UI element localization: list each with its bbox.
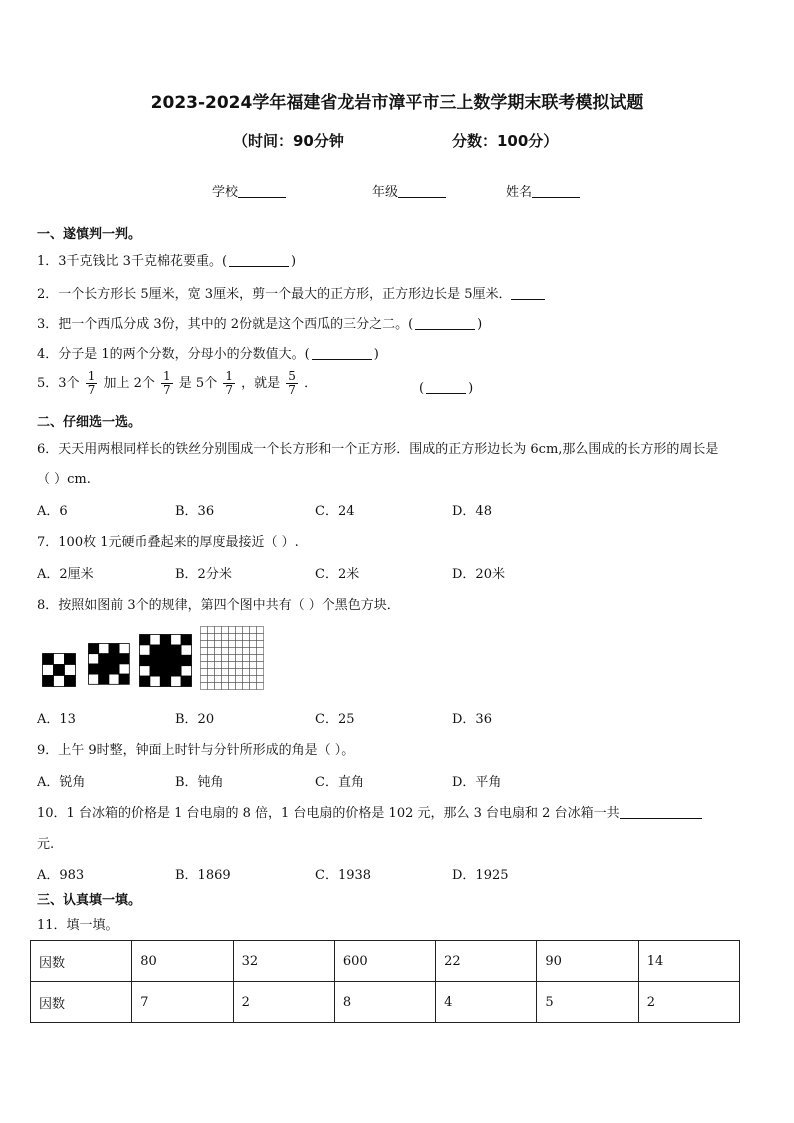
- question-9: 9．上午 9时整，钟面上时针与分针所形成的角是（ ）。: [37, 743, 355, 758]
- grid-cell: [236, 627, 243, 634]
- question-3-close: ): [477, 317, 483, 332]
- grid-cell: [243, 648, 250, 655]
- pattern-figure-1-svg: [42, 653, 78, 689]
- question-2: [37, 283, 545, 302]
- page-title: 2023-2024学年福建省龙岩市漳平市三上数学期末联考模拟试题: [150, 93, 644, 113]
- grid-cell: [208, 634, 215, 641]
- question-5-part-1: 5．3个: [37, 376, 80, 391]
- black-square: [160, 635, 170, 645]
- grid-cell: [222, 655, 229, 662]
- grid-cell: [201, 676, 208, 683]
- pattern-figure-3-svg: [139, 634, 193, 688]
- grid-cell: [243, 676, 250, 683]
- table-cell: 80: [132, 941, 233, 982]
- grid-cell: [250, 648, 257, 655]
- black-square: [43, 676, 54, 687]
- white-square: [43, 665, 54, 676]
- black-square: [109, 654, 119, 664]
- white-square: [54, 654, 65, 665]
- question-5: [37, 370, 317, 397]
- grid-cell: [208, 655, 215, 662]
- grid-cell: [229, 634, 236, 641]
- school-label: 学校: [212, 185, 239, 200]
- white-square: [150, 676, 160, 686]
- black-square: [140, 676, 150, 686]
- white-square: [181, 645, 191, 655]
- grid-cell: [201, 662, 208, 669]
- grid-cell: [215, 648, 222, 655]
- name-blank: [532, 185, 580, 198]
- question-3-text: 3．把一个西瓜分成 3份，其中的 2份就是这个西瓜的三分之二。(: [37, 317, 414, 332]
- grid-cell: [257, 662, 264, 669]
- black-square: [65, 676, 76, 687]
- black-square: [89, 644, 99, 654]
- table-cell: 因数: [31, 982, 132, 1023]
- factor-table: [30, 940, 740, 1023]
- black-square: [65, 654, 76, 665]
- grid-cell: [215, 627, 222, 634]
- table-cell: 2: [233, 982, 334, 1023]
- grid-cell: [215, 641, 222, 648]
- school-field: [212, 181, 286, 200]
- grid-cell: [208, 641, 215, 648]
- table-row: [31, 982, 740, 1023]
- q9-option-c: C．直角: [315, 775, 364, 790]
- black-square: [99, 654, 109, 664]
- grid-cell: [201, 669, 208, 676]
- answer-blank: [511, 287, 545, 300]
- q8-option-b: B．20: [175, 712, 215, 727]
- grid-cell: [236, 648, 243, 655]
- grid-cell: [250, 641, 257, 648]
- table-cell: 90: [537, 941, 638, 982]
- grid-cell: [208, 662, 215, 669]
- grid-cell: [208, 648, 215, 655]
- grid-cell: [257, 683, 264, 690]
- table-cell: 7: [132, 982, 233, 1023]
- grid-cell: [257, 627, 264, 634]
- q6-option-d: D．48: [452, 504, 492, 519]
- grid-cell: [250, 676, 257, 683]
- grid-cell: [222, 641, 229, 648]
- question-10-line-1: [37, 802, 702, 821]
- question-11: 11．填一填。: [37, 918, 119, 933]
- section-3-heading: 三、认真填一填。: [37, 893, 142, 908]
- grid-cell: [201, 641, 208, 648]
- grid-cell: [229, 676, 236, 683]
- pattern-figure-1: [42, 653, 78, 693]
- pattern-figure-2: [88, 643, 130, 692]
- q6-option-a: A．6: [37, 504, 68, 519]
- name-label: 姓名: [506, 185, 533, 200]
- grid-cell: [201, 627, 208, 634]
- grid-cell: [222, 662, 229, 669]
- grid-cell: [257, 655, 264, 662]
- q6-option-c: C．24: [315, 504, 355, 519]
- answer-blank: [229, 254, 289, 267]
- grid-cell: [236, 655, 243, 662]
- table-cell: 5: [537, 982, 638, 1023]
- grid-cell: [243, 641, 250, 648]
- question-2-text: 2．一个长方形长 5厘米，宽 3厘米，剪一个最大的正方形，正方形边长是 5厘米．: [37, 287, 512, 302]
- pattern-figure-4-svg: [200, 626, 264, 691]
- q8-option-d: D．36: [452, 712, 492, 727]
- grid-cell: [208, 676, 215, 683]
- black-square: [181, 635, 191, 645]
- q7-option-a: A．2厘米: [37, 567, 94, 582]
- white-square: [99, 644, 109, 654]
- question-5-part-3: 是 5个: [178, 376, 218, 391]
- black-square: [119, 654, 129, 664]
- grid-cell: [229, 669, 236, 676]
- q10-option-c: C．1938: [315, 868, 372, 883]
- black-square: [109, 644, 119, 654]
- grid-cell: [243, 655, 250, 662]
- section-2-heading: 二、仔细选一选。: [37, 415, 142, 430]
- grid-cell: [250, 669, 257, 676]
- question-10-line-2: 元.: [37, 837, 55, 852]
- grid-cell: [208, 627, 215, 634]
- grid-cell: [243, 662, 250, 669]
- grid-cell: [236, 641, 243, 648]
- white-square: [65, 665, 76, 676]
- question-6-line-2: （ ）cm.: [37, 472, 91, 487]
- black-square: [181, 676, 191, 686]
- black-square: [171, 666, 181, 676]
- black-square: [160, 676, 170, 686]
- q6-option-b: B．36: [175, 504, 215, 519]
- section-1-heading: 一、遂慎判一判。: [37, 227, 142, 242]
- question-4: [37, 343, 379, 362]
- table-cell: 22: [436, 941, 537, 982]
- grid-cell: [215, 662, 222, 669]
- time-info: （时间：90分钟: [233, 132, 344, 150]
- question-4-text: 4．分子是 1的两个分数，分母小的分数值大。(: [37, 347, 310, 362]
- grid-cell: [229, 627, 236, 634]
- question-3: [37, 313, 482, 332]
- question-7: 7．100枚 1元硬币叠起来的厚度最接近（ ）.: [37, 535, 299, 550]
- white-square: [150, 635, 160, 645]
- black-square: [109, 664, 119, 674]
- answer-blank: [620, 806, 702, 819]
- table-cell: 4: [436, 982, 537, 1023]
- school-blank: [238, 185, 286, 198]
- grid-cell: [208, 669, 215, 676]
- grade-label: 年级: [372, 185, 399, 200]
- q10-option-d: D．1925: [452, 868, 509, 883]
- answer-blank: [415, 317, 475, 330]
- grid-cell: [208, 683, 215, 690]
- q10-option-a: A．983: [37, 868, 85, 883]
- grade-field: [372, 181, 446, 200]
- q7-option-d: D．20米: [452, 567, 505, 582]
- white-square: [140, 645, 150, 655]
- white-square: [89, 654, 99, 664]
- grid-cell: [250, 655, 257, 662]
- fraction-one-seventh: $\frac{1}{7}$: [225, 369, 233, 397]
- grid-cell: [257, 669, 264, 676]
- white-square: [181, 666, 191, 676]
- white-square: [109, 674, 119, 684]
- grid-cell: [215, 669, 222, 676]
- white-square: [119, 664, 129, 674]
- grid-cell: [250, 683, 257, 690]
- name-field: [506, 181, 580, 200]
- question-4-close: ): [373, 347, 379, 362]
- table-cell: 2: [638, 982, 739, 1023]
- grid-cell: [250, 662, 257, 669]
- black-square: [99, 674, 109, 684]
- score-info: 分数：100分）: [452, 132, 559, 150]
- fraction-five-sevenths: $\frac{5}{7}$: [288, 369, 296, 397]
- grid-cell: [215, 655, 222, 662]
- black-square: [171, 645, 181, 655]
- black-square: [89, 664, 99, 674]
- black-square: [140, 655, 150, 665]
- grid-cell: [215, 634, 222, 641]
- grid-cell: [229, 683, 236, 690]
- grid-cell: [229, 655, 236, 662]
- grid-cell: [201, 634, 208, 641]
- grid-cell: [250, 634, 257, 641]
- grid-cell: [215, 683, 222, 690]
- q8-option-a: A．13: [37, 712, 76, 727]
- table-cell: 600: [334, 941, 435, 982]
- q9-option-b: B．钝角: [175, 775, 224, 790]
- grid-cell: [229, 641, 236, 648]
- black-square: [181, 655, 191, 665]
- grid-cell: [222, 683, 229, 690]
- grid-cell: [201, 648, 208, 655]
- question-6-line-1: 6．天天用两根同样长的铁丝分别围成一个长方形和一个正方形．围成的正方形边长为 6cm,那么围成的长方形的周长是: [37, 442, 719, 457]
- grid-cell: [229, 648, 236, 655]
- grid-cell: [222, 676, 229, 683]
- grid-cell: [222, 634, 229, 641]
- white-square: [54, 676, 65, 687]
- grid-cell: [243, 627, 250, 634]
- black-square: [150, 645, 160, 655]
- black-square: [160, 655, 170, 665]
- grid-cell: [222, 648, 229, 655]
- q10-option-b: B．1869: [175, 868, 231, 883]
- white-square: [171, 676, 181, 686]
- black-square: [160, 645, 170, 655]
- table-cell: 8: [334, 982, 435, 1023]
- question-1: [37, 250, 296, 269]
- black-square: [140, 635, 150, 645]
- grid-cell: [215, 676, 222, 683]
- table-row: [31, 941, 740, 982]
- table-cell: 32: [233, 941, 334, 982]
- black-square: [43, 654, 54, 665]
- grid-cell: [257, 648, 264, 655]
- grid-cell: [243, 683, 250, 690]
- grid-cell: [236, 634, 243, 641]
- question-1-close: ): [291, 254, 297, 269]
- grid-cell: [201, 655, 208, 662]
- q9-option-a: A．锐角: [37, 775, 86, 790]
- grid-cell: [257, 676, 264, 683]
- q8-option-c: C．25: [315, 712, 355, 727]
- pattern-figure-2-svg: [88, 643, 130, 688]
- grid-cell: [222, 627, 229, 634]
- grade-blank: [398, 185, 446, 198]
- question-1-text: 1．3千克钱比 3千克棉花要重。(: [37, 254, 228, 269]
- grid-cell: [250, 627, 257, 634]
- black-square: [160, 666, 170, 676]
- white-square: [140, 666, 150, 676]
- grid-cell: [236, 662, 243, 669]
- question-8: 8．按照如图前 3个的规律，第四个图中共有（ ）个黑色方块．: [37, 598, 400, 613]
- grid-cell: [243, 634, 250, 641]
- q9-option-d: D．平角: [452, 775, 502, 790]
- q7-option-b: B．2分米: [175, 567, 232, 582]
- question-5-answer: ( ): [419, 381, 474, 396]
- fraction-one-seventh: $\frac{1}{7}$: [163, 369, 171, 397]
- black-square: [99, 664, 109, 674]
- grid-cell: [236, 669, 243, 676]
- question-5-part-4: ，就是: [241, 376, 281, 391]
- grid-cell: [236, 676, 243, 683]
- grid-cell: [201, 683, 208, 690]
- table-cell: 因数: [31, 941, 132, 982]
- pattern-figure-3: [139, 634, 193, 692]
- grid-cell: [222, 669, 229, 676]
- black-square: [150, 666, 160, 676]
- question-5-part-5: ．: [304, 376, 318, 391]
- answer-blank: [312, 347, 372, 360]
- pattern-figure-4-grid: [200, 626, 264, 695]
- answer-blank: [426, 381, 466, 394]
- q7-option-c: C．2米: [315, 567, 360, 582]
- grid-cell: [229, 662, 236, 669]
- white-square: [119, 644, 129, 654]
- table-cell: 14: [638, 941, 739, 982]
- grid-cell: [257, 641, 264, 648]
- black-square: [54, 665, 65, 676]
- fraction-one-seventh: $\frac{1}{7}$: [87, 369, 96, 397]
- white-square: [89, 674, 99, 684]
- question-5-part-2: 加上 2个: [103, 376, 155, 391]
- black-square: [119, 674, 129, 684]
- white-square: [171, 635, 181, 645]
- black-square: [150, 655, 160, 665]
- grid-cell: [243, 669, 250, 676]
- question-10-text: 10．1 台冰箱的价格是 1 台电扇的 8 倍，1 台电扇的价格是 102 元，那么 3 台电扇和 2 台冰箱一共: [37, 806, 620, 821]
- grid-cell: [236, 683, 243, 690]
- grid-cell: [257, 634, 264, 641]
- black-square: [171, 655, 181, 665]
